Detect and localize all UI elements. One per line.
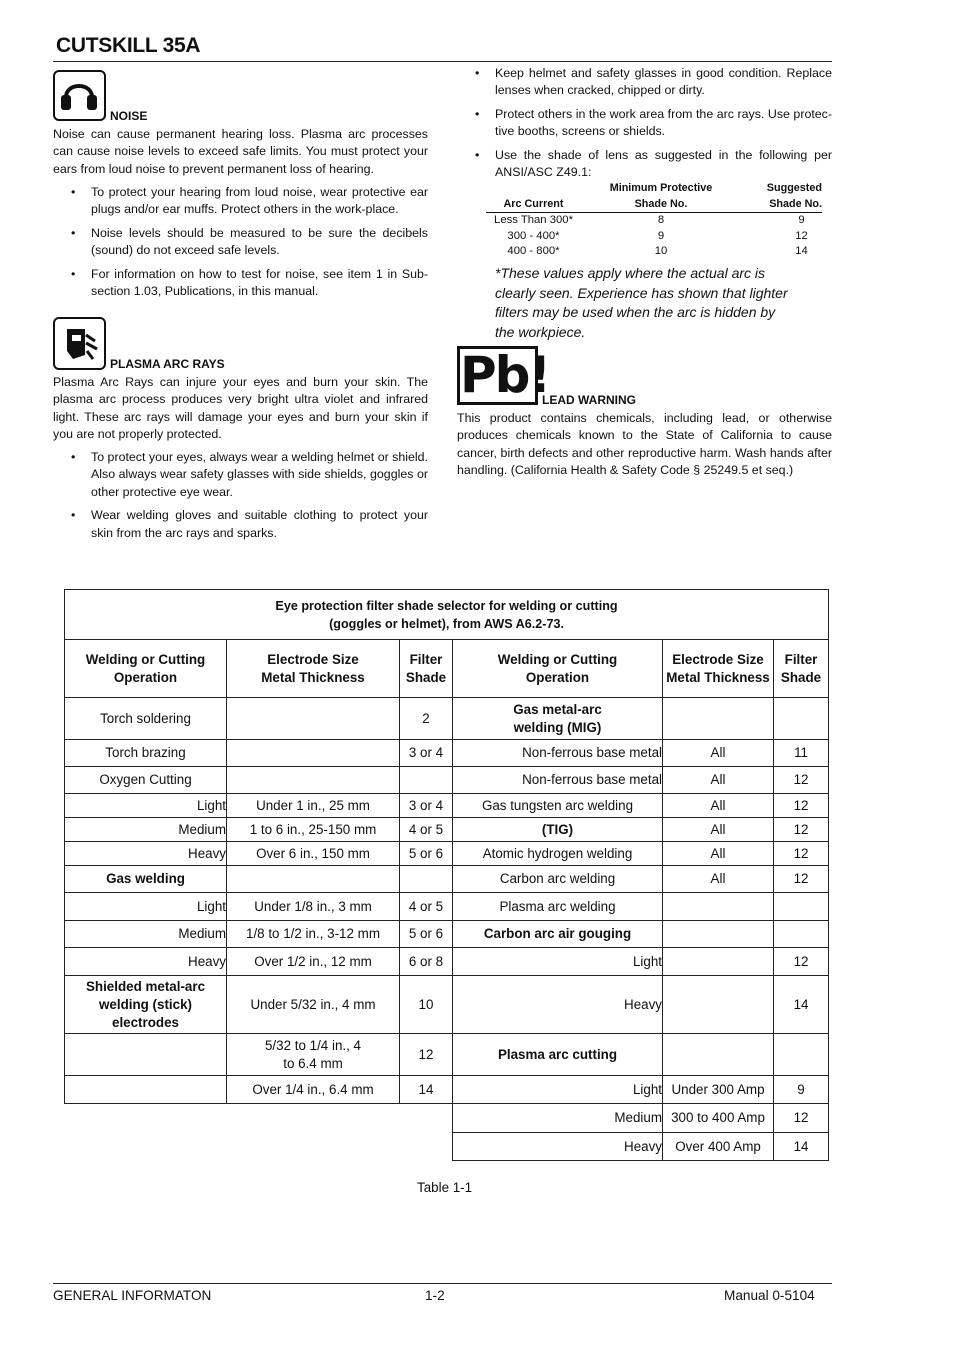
table-cell: All [663, 818, 774, 842]
table-cell: Over 1/4 in., 6.4 mm [227, 1076, 400, 1104]
table-cell [227, 698, 400, 740]
table-row [65, 1133, 829, 1161]
table-cell: 5/32 to 1/4 in., 4 to 6.4 mm [227, 1034, 400, 1076]
table-cell: Under 300 Amp [663, 1076, 774, 1104]
table-cell: 14 [774, 1133, 829, 1161]
table-cell [65, 1076, 227, 1104]
noise-heading: NOISE [110, 109, 148, 123]
table-cell: 10 [400, 976, 453, 1034]
table-cell [65, 1133, 227, 1161]
table-cell: 4 or 5 [400, 818, 453, 842]
table-cell: Heavy [453, 976, 663, 1034]
table-row [65, 842, 829, 866]
col-header: Filter Shade [400, 640, 453, 698]
table-cell: 6 or 8 [400, 948, 453, 976]
table-cell: All [663, 794, 774, 818]
shade-th-top: Minimum Protective [609, 182, 713, 194]
table-cell: 1 to 6 in., 25-150 mm [227, 818, 400, 842]
table-cell [663, 893, 774, 921]
table-cell: (TIG) [453, 818, 663, 842]
table-cell: 300 to 400 Amp [663, 1104, 774, 1133]
table-cell: Medium [65, 818, 227, 842]
table-cell [663, 976, 774, 1034]
table-cell: 2 [400, 698, 453, 740]
table-cell: 12 [774, 948, 829, 976]
col-header: Welding or Cutting Operation [453, 640, 663, 698]
col-header: Electrode Size Metal Thickness [227, 640, 400, 698]
lead-heading: LEAD WARNING [542, 393, 636, 407]
plasma-intro: Plasma Arc Rays can injure your eyes and burn your skin. The plasma arc process produces very bright ultra violet and infrared light. These arc rays will damage your eyes and burn your skin if you are not properly protected. [53, 375, 428, 442]
table-row [65, 948, 829, 976]
table-cell: Gas welding [65, 866, 227, 893]
table-cell [400, 1104, 453, 1133]
table-row [65, 794, 829, 818]
table-cell [400, 767, 453, 794]
table-cell: Gas tungsten arc welding [453, 794, 663, 818]
ear-muffs-icon [53, 70, 106, 121]
table-cell [774, 698, 829, 740]
table-cell: 14 [400, 1076, 453, 1104]
table-row [486, 229, 822, 245]
table-cell: Heavy [65, 842, 227, 866]
table-row [65, 1076, 829, 1104]
lead-pb-icon: Pb! [457, 346, 538, 405]
table-cell: Torch brazing [65, 740, 227, 767]
table-cell: Torch soldering [65, 698, 227, 740]
col-header: Welding or Cutting Operation [65, 640, 227, 698]
table-cell [774, 893, 829, 921]
table-cell: Atomic hydrogen welding [453, 842, 663, 866]
table-row [65, 1034, 829, 1076]
table-cell: 11 [774, 740, 829, 767]
table-cell [400, 866, 453, 893]
list-item: • Noise levels should be measured to be sure the decibels (sound) do not exceed safe levels. [53, 225, 428, 260]
table-cell: All [663, 866, 774, 893]
shade-th-top: Suggested [766, 182, 822, 194]
footer-left: GENERAL INFORMATON [53, 1288, 212, 1303]
table-cell: 12 [774, 1104, 829, 1133]
table-cell: Under 5/32 in., 4 mm [227, 976, 400, 1034]
table-cell: Non-ferrous base metal [453, 740, 663, 767]
table-row [65, 976, 829, 1034]
shade-th: Shade No. [634, 197, 688, 210]
table-row [65, 767, 829, 794]
table-cell: Light [453, 1076, 663, 1104]
right-bullets [457, 65, 832, 181]
table-cell [227, 767, 400, 794]
table-cell: All [663, 740, 774, 767]
table-cell: 5 or 6 [400, 921, 453, 948]
table-row [65, 818, 829, 842]
table-row [65, 893, 829, 921]
table-cell: 14 [795, 245, 808, 257]
list-item: • Keep helmet and safety glasses in good condition. Replace lenses when cracked, chipped or dirty. [457, 65, 832, 100]
table-cell [774, 1034, 829, 1076]
table-cell: 12 [774, 842, 829, 866]
table-cell: Medium [453, 1104, 663, 1133]
table-title-line2: (goggles or helmet), from AWS A6.2-73. [329, 616, 564, 631]
table-cell [774, 921, 829, 948]
table-cell: 4 or 5 [400, 893, 453, 921]
list-item: • For information on how to test for noise, see item 1 in Sub-section 1.03, Publications, in this manual. [53, 266, 428, 301]
table-cell: 1/8 to 1/2 in., 3-12 mm [227, 921, 400, 948]
table-cell: Shielded metal-arc welding (stick) electrodes [65, 976, 227, 1034]
table-row [65, 866, 829, 893]
table-cell: Light [65, 794, 227, 818]
table-row [65, 921, 829, 948]
table-cell [227, 740, 400, 767]
list-item: • Use the shade of lens as suggested in the following per ANSI/ASC Z49.1: [457, 147, 832, 182]
table-caption: Table 1-1 [417, 1180, 473, 1195]
list-item: • To protect your eyes, always wear a welding helmet or shield. Also always wear safety glasses with side shields, goggles or other protective eye wear. [53, 449, 428, 501]
table-cell: All [663, 767, 774, 794]
table-cell: Carbon arc welding [453, 866, 663, 893]
shade-th: Arc Current [503, 197, 564, 210]
table-cell: 12 [774, 818, 829, 842]
page-number: 1-2 [425, 1288, 445, 1303]
table-cell: 5 or 6 [400, 842, 453, 866]
table-cell: Under 1 in., 25 mm [227, 794, 400, 818]
table-title-line1: Eye protection filter shade selector for welding or cutting [275, 598, 618, 613]
table-cell [65, 1034, 227, 1076]
table-row [65, 1104, 829, 1133]
table-cell: Heavy [453, 1133, 663, 1161]
plasma-bullets [53, 449, 428, 548]
table-cell: 9 [798, 214, 805, 226]
table-cell: 3 or 4 [400, 794, 453, 818]
noise-bullets [53, 184, 428, 306]
table-cell [227, 866, 400, 893]
arc-shade-table [486, 181, 822, 260]
table-cell [227, 1133, 400, 1161]
table-cell: 9 [774, 1076, 829, 1104]
table-cell: 300 - 400* [507, 229, 560, 242]
col-header: Filter Shade [774, 640, 829, 698]
table-cell: Medium [65, 921, 227, 948]
table-header-row [65, 640, 829, 698]
header-rule [53, 61, 832, 62]
list-item: • To protect your hearing from loud noise, wear protective ear plugs and/or ear muffs. Protect others in the work-place. [53, 184, 428, 219]
table-cell [663, 1034, 774, 1076]
table-cell: 10 [654, 245, 668, 257]
table-row [486, 244, 822, 260]
table-cell: All [663, 842, 774, 866]
table-cell: 8 [657, 214, 665, 226]
table-cell: Over 1/2 in., 12 mm [227, 948, 400, 976]
table-cell [663, 948, 774, 976]
lead-text: This product contains chemicals, including lead, or otherwise produces chemicals known to the State of California to cause cancer, birth defects and other reproductive harm. Wash hands after handling. (California Health & Safety Code § 25249.5 et seq.) [457, 411, 832, 478]
table-row [486, 213, 822, 229]
table-cell: Light [65, 893, 227, 921]
shade-th: Shade No. [769, 197, 822, 210]
table-cell: Heavy [65, 948, 227, 976]
table-cell: 12 [400, 1034, 453, 1076]
table-cell: 400 - 800* [507, 245, 560, 257]
welder-helmet-icon [53, 317, 106, 370]
list-item: • Protect others in the work area from the arc rays. Use protec-tive booths, screens or shields. [457, 106, 832, 141]
table-cell: Over 400 Amp [663, 1133, 774, 1161]
table-cell: 12 [774, 794, 829, 818]
table-cell [65, 1104, 227, 1133]
table-cell: 3 or 4 [400, 740, 453, 767]
table-cell: 9 [657, 229, 665, 242]
table-row [65, 740, 829, 767]
plasma-heading: PLASMA ARC RAYS [110, 357, 225, 371]
table-cell: Less Than 300* [494, 214, 573, 226]
table-cell: Non-ferrous base metal [453, 767, 663, 794]
list-item: • Wear welding gloves and suitable clothing to protect your skin from the arc rays and sparks. [53, 507, 428, 542]
table-cell: Under 1/8 in., 3 mm [227, 893, 400, 921]
table-cell: Plasma arc welding [453, 893, 663, 921]
noise-intro: Noise can cause permanent hearing loss. Plasma arc processes can cause noise levels to exceed safe limits. You must protect your ears from loud noise to prevent permanent loss of hearing. [53, 127, 428, 176]
table-row [65, 698, 829, 740]
filter-shade-table [64, 589, 829, 1161]
table-cell: Carbon arc air gouging [453, 921, 663, 948]
shade-note: *These values apply where the actual arc is clearly seen. Experience has shown that lighter filters may be used when the arc is hidden by the workpiece. [495, 265, 788, 340]
table-cell: 12 [774, 866, 829, 893]
table-cell: 14 [774, 976, 829, 1034]
footer-rule [53, 1283, 832, 1284]
table-cell: 12 [774, 767, 829, 794]
table-cell: Gas metal-arc welding (MIG) [453, 698, 663, 740]
table-cell: 12 [795, 229, 808, 242]
table-cell: Over 6 in., 150 mm [227, 842, 400, 866]
footer-right: Manual 0-5104 [724, 1288, 815, 1303]
table-cell [400, 1133, 453, 1161]
table-cell: Plasma arc cutting [453, 1034, 663, 1076]
table-cell: Light [453, 948, 663, 976]
page-title: CUTSKILL 35A [56, 34, 201, 57]
table-cell [663, 698, 774, 740]
table-cell [663, 921, 774, 948]
col-header: Electrode Size Metal Thickness [663, 640, 774, 698]
table-cell: Oxygen Cutting [65, 767, 227, 794]
table-cell [227, 1104, 400, 1133]
